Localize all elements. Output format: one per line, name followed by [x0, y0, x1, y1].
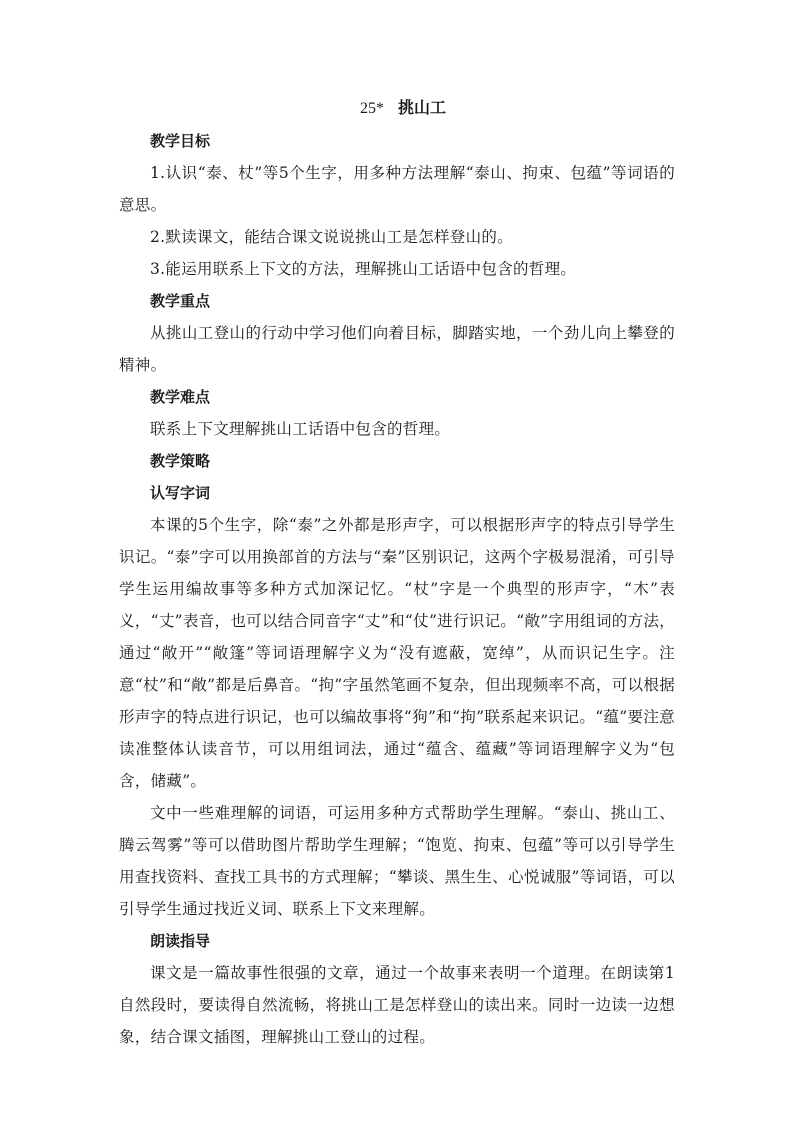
lesson-number: 25*	[359, 100, 384, 117]
section-objectives	[119, 125, 675, 285]
paragraph: 1.认识“泰、杖”等5个生字，用多种方法理解“泰山、拘束、包蕴”等词语的意思。	[119, 164, 675, 214]
section-key-points	[119, 285, 675, 381]
paragraph: 课文是一篇故事性很强的文章，通过一个故事来表明一个道理。在朗读第1自然段时，要读得自然流畅，将挑山工是怎样登山的读出来。同时一边读一边想象，结合课文插图，理解挑山工登山的过程。	[119, 964, 675, 1046]
section-heading: 教学目标	[150, 132, 211, 150]
section-difficulties	[119, 381, 675, 445]
section-heading: 教学难点	[150, 388, 211, 406]
section-strategies	[119, 445, 675, 477]
paragraph: 文中一些难理解的词语，可运用多种方式帮助学生理解。“泰山、挑山工、腾云驾雾”等可以借助图片帮助学生理解；“饱览、拘束、包蕴”等可以引导学生用查找资料、查找工具书的方式理解；“攀谈、黑生生、心悦诚服”等词语，可以引导学生通过找近义词、联系上下文来理解。	[119, 804, 675, 918]
section-heading: 教学重点	[150, 292, 211, 310]
paragraph: 3.能运用联系上下文的方法，理解挑山工话语中包含的哲理。	[150, 260, 577, 278]
section-vocabulary	[119, 477, 675, 925]
paragraph: 本课的5个生字，除“泰”之外都是形声字，可以根据形声字的特点引导学生识记。“泰”字可以用换部首的方法与“秦”区别识记，这两个字极易混淆，可引导学生运用编故事等多种方式加深记忆。“杖”字是一个典型的形声字，“木”表义，“丈”表音，也可以结合同音字“丈”和“仗”进行识记。“敞”字用组词的方法，通过“敞开”“敞篷”等词语理解字义为“没有遮蔽，宽绰”，从而识记生字。注意“杖”和“敞”都是后鼻音。“拘”字虽然笔画不复杂，但出现频率不高，可以根据形声字的特点进行识记，也可以编故事将“狗”和“拘”联系起来识记。“蕴”要注意读准整体认读音节，可以用组词法，通过“蕴含、蕴藏”等词语理解字义为“包含，储藏”。	[119, 516, 675, 790]
section-heading: 认写字词	[150, 484, 211, 502]
section-reading-guidance	[119, 925, 675, 1053]
section-heading: 朗读指导	[150, 932, 211, 950]
paragraph: 2.默读课文，能结合课文说说挑山工是怎样登山的。	[150, 228, 513, 246]
paragraph: 联系上下文理解挑山工话语中包含的哲理。	[150, 420, 451, 438]
lesson-title	[119, 96, 675, 121]
paragraph: 从挑山工登山的行动中学习他们向着目标，脚踏实地，一个劲儿向上攀登的精神。	[119, 324, 675, 374]
section-heading: 教学策略	[150, 452, 211, 470]
lesson-title-text: 挑山工	[397, 98, 446, 117]
